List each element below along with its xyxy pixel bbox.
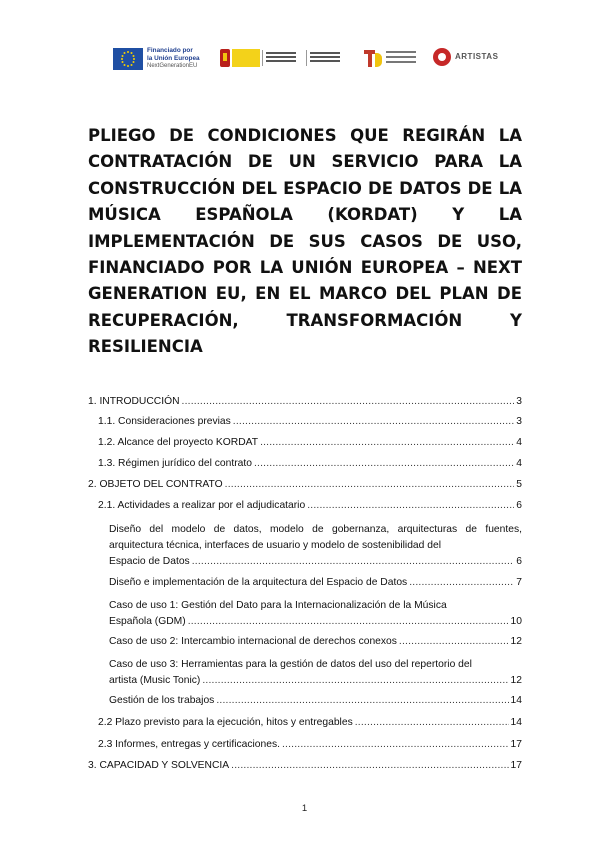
toc-leader: [182, 396, 515, 407]
toc-page: 3: [516, 416, 522, 427]
spanish-government-logo: [220, 45, 348, 75]
toc-leader: [260, 437, 514, 448]
toc-leader: [216, 695, 508, 706]
toc-entry-actividades[interactable]: [88, 500, 522, 516]
toc-label: Diseño e implementación de la arquitectura del Espacio de Datos: [109, 576, 408, 588]
eu-funding-logo: [113, 45, 216, 75]
eu-text-line-2: la Unión Europea: [147, 55, 200, 62]
toc-page: 5: [516, 479, 522, 490]
ministry-logo-lines: [262, 50, 301, 66]
coat-of-arms-icon: [220, 49, 230, 67]
toc-label: 2. OBJETO DEL CONTRATO: [88, 479, 223, 490]
toc-entry-gestion-trabajos[interactable]: [88, 695, 522, 711]
toc-entry-caso-uso-1[interactable]: [88, 598, 522, 630]
toc-page: 12: [510, 675, 522, 687]
toc-label: Caso de uso 1: Gestión del Dato para la Internacionalización de la Música: [109, 599, 447, 611]
toc-entry-caso-uso-2[interactable]: [88, 636, 522, 652]
artistas-name: ARTISTAS: [455, 52, 499, 61]
toc-leader: [282, 739, 509, 750]
toc-entry-capacidad[interactable]: [88, 760, 522, 776]
toc-page: 17: [510, 739, 522, 751]
toc-label: 2.1. Actividades a realizar por el adjudicatario: [98, 500, 306, 511]
toc-entry-objeto[interactable]: [88, 479, 522, 495]
toc-entry-regimen[interactable]: [88, 458, 522, 474]
ministry-logo-lines-2: [306, 50, 345, 66]
toc-page: 3: [516, 396, 522, 407]
toc-label: 1.3. Régimen jurídico del contrato: [98, 458, 252, 469]
toc-label: Gestión de los trabajos: [109, 695, 215, 707]
header-logos: [0, 45, 609, 77]
toc-leader: [225, 479, 515, 490]
toc-entry-introduccion[interactable]: [88, 396, 522, 412]
toc-label: 3. CAPACIDAD Y SOLVENCIA: [88, 760, 230, 772]
recovery-plan-text: [386, 51, 416, 66]
toc-label-tail: Espacio de Datos: [109, 556, 190, 568]
tr-mark-curve: [375, 53, 382, 67]
toc-page: 14: [510, 695, 522, 707]
recovery-plan-logo: [364, 45, 424, 75]
toc-label-tail: artista (Music Tonic): [109, 675, 201, 687]
toc-leader: [233, 416, 514, 427]
toc-leader: [254, 458, 514, 469]
table-of-contents: [88, 396, 522, 776]
artistas-logo: [433, 45, 503, 75]
toc-page: 4: [516, 437, 522, 448]
toc-label: Caso de uso 3: Herramientas para la gestión de datos del uso del repertorio del: [109, 659, 472, 671]
toc-entry-alcance[interactable]: [88, 437, 522, 453]
toc-label: 2.2 Plazo previsto para la ejecución, hitos y entregables: [98, 717, 353, 729]
toc-entry-informes[interactable]: [88, 739, 522, 755]
toc-page: 12: [510, 636, 522, 648]
toc-label: Diseño del modelo de datos, modelo de gobernanza, arquitecturas de fuentes, arquitectura técnica, interfaces de usuario y modelo de sostenibilidad del: [109, 524, 522, 552]
document-title: PLIEGO DE CONDICIONES QUE REGIRÁN LA CONTRATACIÓN DE UN SERVICIO PARA LA CONSTRUCCIÓN DEL ESPACIO DE DATOS DE LA MÚSICA ESPAÑOLA (KORDAT) Y LA IMPLEMENTACIÓN DE SUS CASOS DE USO, FINANCIADO POR LA UNIÓN EUROPEA – NEXT GENERATION EU, EN EL MARCO DEL PLAN DE RECUPERACIÓN, TRANSFORMACIÓN Y RESILIENCIA: [88, 126, 522, 357]
toc-page: 6: [516, 556, 522, 568]
toc-label: 1.2. Alcance del proyecto KORDAT: [98, 437, 259, 448]
artistas-seal-icon: [433, 48, 451, 66]
toc-entry-arquitectura[interactable]: [88, 577, 522, 593]
toc-leader: [399, 636, 509, 647]
toc-page: 14: [510, 717, 522, 729]
toc-entry-caso-uso-3[interactable]: [88, 657, 522, 689]
toc-page: 7: [516, 576, 522, 588]
toc-entry-tail: [109, 614, 522, 630]
toc-leader: [355, 717, 509, 728]
toc-leader: [202, 673, 508, 689]
toc-page: 17: [510, 760, 522, 772]
eu-text-line-3: NextGenerationEU: [147, 63, 198, 69]
toc-label: 2.3 Informes, entregas y certificaciones.: [98, 739, 280, 751]
toc-label: Caso de uso 2: Intercambio internacional de derechos conexos: [109, 636, 397, 648]
toc-entry-plazo[interactable]: [88, 717, 522, 733]
toc-leader: [231, 760, 508, 771]
toc-page: 4: [516, 458, 522, 469]
toc-entry-tail: [109, 673, 522, 689]
toc-leader: [188, 614, 509, 630]
gobierno-yellow-band: [232, 49, 260, 67]
toc-leader: [307, 500, 514, 511]
toc-entry-diseno-modelo[interactable]: [88, 522, 522, 571]
toc-leader: [409, 577, 514, 588]
eu-flag-icon: [113, 48, 143, 70]
toc-label: 1.1. Consideraciones previas: [98, 416, 231, 427]
toc-page: 10: [510, 615, 522, 627]
page-number: 1: [301, 803, 308, 814]
eu-text-line-1: Financiado por: [147, 47, 193, 54]
toc-label-tail: Española (GDM): [109, 615, 186, 627]
toc-entry-consideraciones[interactable]: [88, 416, 522, 432]
toc-label: 1. INTRODUCCIÓN: [88, 396, 180, 407]
toc-leader: [192, 554, 515, 570]
toc-page: 6: [516, 500, 522, 511]
toc-entry-tail: [109, 554, 522, 570]
